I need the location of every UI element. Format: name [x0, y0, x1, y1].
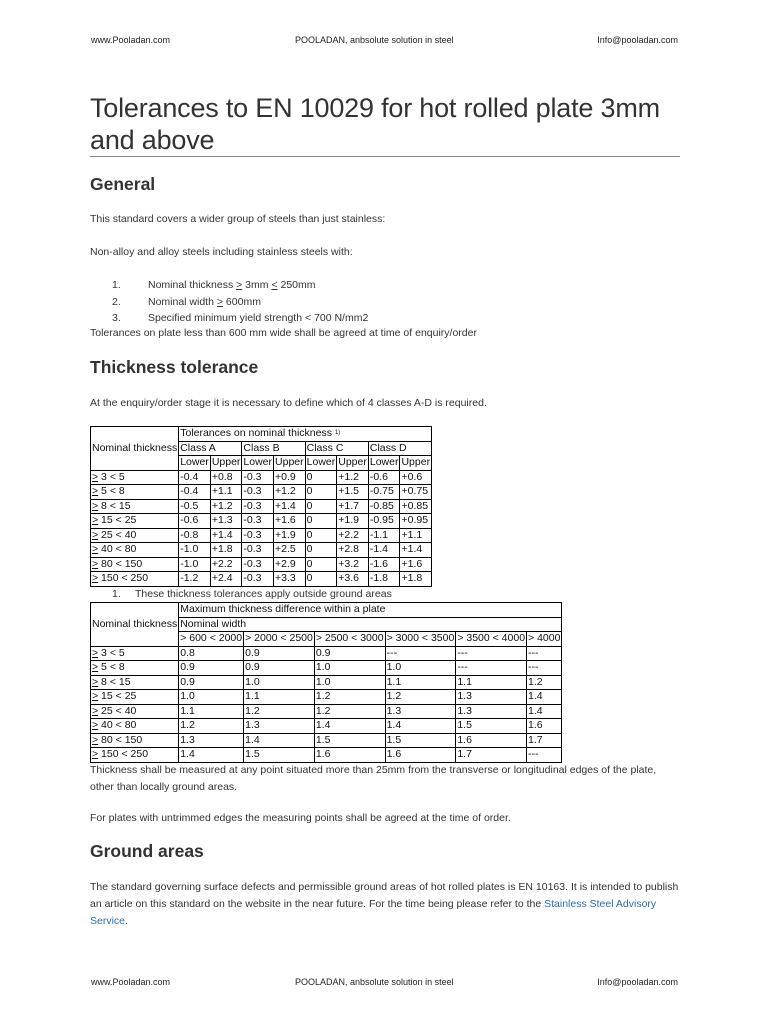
- width-column-header: > 2500 < 3000: [315, 632, 384, 644]
- group-header: Tolerances on nominal thickness $^{1)}$: [179, 427, 432, 442]
- table-cell: +1.1: [400, 528, 432, 543]
- width-column-header: > 600 < 2000: [180, 632, 243, 644]
- row-label: > 15 < 25: [91, 690, 179, 705]
- general-paragraph-2: Non-alloy and alloy steels including stainless steels with:: [90, 246, 353, 258]
- footer-email[interactable]: Info@pooladan.com: [597, 977, 678, 987]
- table-cell: +1.1: [210, 485, 242, 500]
- footer-website[interactable]: www.Pooladan.com: [91, 977, 171, 987]
- table-cell: 0: [305, 514, 337, 529]
- table-cell: 1.2: [314, 690, 385, 705]
- table-cell: 1.2: [527, 675, 562, 690]
- table-cell: 1.6: [527, 719, 562, 734]
- table-cell: -0.4: [179, 485, 211, 500]
- table-cell: -1.2: [179, 572, 211, 587]
- table-cell: +3.3: [274, 572, 306, 587]
- table-cell: 1.3: [244, 719, 315, 734]
- table-cell: 0.9: [244, 661, 315, 676]
- table-cell: +1.5: [337, 485, 369, 500]
- table-cell: 0: [305, 499, 337, 514]
- table-cell: -0.6: [368, 470, 400, 485]
- table-cell: -1.0: [179, 543, 211, 558]
- ground-areas-heading: Ground areas: [90, 841, 204, 861]
- bound-header: Upper: [211, 456, 241, 468]
- thickness-heading: Thickness tolerance: [90, 357, 259, 377]
- table-cell: 1.3: [179, 733, 244, 748]
- table-cell: +1.2: [337, 470, 369, 485]
- table-cell: +1.6: [400, 557, 432, 572]
- table-footnote: [90, 588, 392, 600]
- list-item: 1. Nominal thickness > 3mm < 250mm: [112, 279, 316, 291]
- row-label: > 5 < 8: [91, 661, 179, 676]
- table-cell: 1.0: [314, 675, 385, 690]
- table-cell: 0.9: [179, 661, 244, 676]
- table-cell: 1.7: [527, 733, 562, 748]
- footer-tagline: POOLADAN, anbsolute solution in steel: [295, 977, 454, 987]
- table-cell: 1.0: [385, 661, 456, 676]
- table-row: [91, 704, 562, 719]
- table-cell: 0.8: [179, 646, 244, 661]
- table-cell: +0.8: [210, 470, 242, 485]
- row-label: > 25 < 40: [91, 528, 179, 543]
- table-cell: 1.3: [385, 704, 456, 719]
- table-row: [91, 470, 432, 485]
- ground-areas-paragraph: The standard governing surface defects and permissible ground areas of hot rolled plates is EN 10163. It is intended to publish an article on this standard on the website in the near future. For the time being please refer to the Stainless Steel Advisory Service.: [90, 881, 679, 927]
- table-cell: 1.1: [244, 690, 315, 705]
- table-cell: 1.4: [314, 719, 385, 734]
- table-cell: 0: [305, 543, 337, 558]
- table-cell: -0.5: [179, 499, 211, 514]
- table-cell: 0: [305, 528, 337, 543]
- table-cell: +1.4: [210, 528, 242, 543]
- bound-header: Lower: [306, 456, 336, 468]
- advisory-service-link[interactable]: Stainless Steel Advisory Service: [90, 898, 657, 927]
- table-cell: -0.4: [179, 470, 211, 485]
- table-cell: +0.95: [400, 514, 432, 529]
- general-paragraph-3: Tolerances on plate less than 600 mm wide shall be agreed at time of enquiry/order: [90, 327, 477, 339]
- table-cell: ---: [527, 748, 562, 763]
- row-label: > 15 < 25: [91, 514, 179, 529]
- bound-header: Lower: [243, 456, 273, 468]
- width-column-header: > 3000 < 3500: [386, 632, 455, 644]
- table-cell: +0.9: [274, 470, 306, 485]
- table-row: [91, 528, 432, 543]
- table-row: [91, 733, 562, 748]
- table-cell: 1.4: [527, 704, 562, 719]
- table-cell: ---: [527, 661, 562, 676]
- table-cell: +3.2: [337, 557, 369, 572]
- table-cell: 0: [305, 572, 337, 587]
- table-cell: +1.8: [400, 572, 432, 587]
- table-cell: +1.4: [274, 499, 306, 514]
- table-cell: +2.2: [337, 528, 369, 543]
- table-cell: -0.3: [242, 485, 274, 500]
- table-cell: -1.0: [179, 557, 211, 572]
- table-cell: +1.7: [337, 499, 369, 514]
- width-column-header: > 2000 < 2500: [245, 632, 313, 644]
- header-email[interactable]: Info@pooladan.com: [597, 35, 678, 45]
- row-label: > 150 < 250: [91, 572, 179, 587]
- table-cell: 1.0: [179, 690, 244, 705]
- table-cell: ---: [456, 646, 527, 661]
- table-row: [91, 748, 562, 763]
- thickness-difference-table: [90, 602, 562, 763]
- table-cell: 0.9: [179, 675, 244, 690]
- table-cell: +1.3: [210, 514, 242, 529]
- thickness-tolerance-table: [90, 426, 432, 587]
- table-cell: -1.8: [368, 572, 400, 587]
- table-cell: -0.95: [368, 514, 400, 529]
- table-row: [91, 675, 562, 690]
- table-cell: 0: [305, 470, 337, 485]
- table-cell: +0.85: [400, 499, 432, 514]
- title-divider: [90, 156, 680, 157]
- width-column-header: > 4000: [528, 632, 561, 644]
- table-cell: +1.2: [210, 499, 242, 514]
- table-row: [91, 485, 432, 500]
- table-cell: +1.8: [210, 543, 242, 558]
- page-footer: [91, 977, 678, 989]
- width-column-header: > 3500 < 4000: [457, 632, 526, 644]
- row-label: > 80 < 150: [91, 557, 179, 572]
- table-cell: 1.1: [456, 675, 527, 690]
- row-header-label: Nominal thickness: [91, 603, 179, 647]
- table-cell: 1.5: [385, 733, 456, 748]
- table-cell: ---: [456, 661, 527, 676]
- table-cell: +0.75: [400, 485, 432, 500]
- row-label: > 25 < 40: [91, 704, 179, 719]
- header-website[interactable]: www.Pooladan.com: [91, 35, 171, 45]
- group-header: Maximum thickness difference within a plate: [179, 603, 562, 618]
- row-header-label: Nominal thickness: [91, 427, 179, 471]
- sub-header: Nominal width: [179, 617, 562, 632]
- table-cell: +1.4: [400, 543, 432, 558]
- row-label: > 8 < 15: [91, 499, 179, 514]
- table-cell: 1.6: [385, 748, 456, 763]
- table-cell: -1.6: [368, 557, 400, 572]
- table-cell: +3.6: [337, 572, 369, 587]
- table-cell: -0.3: [242, 499, 274, 514]
- table-cell: -0.75: [368, 485, 400, 500]
- table-cell: +1.6: [274, 514, 306, 529]
- table-cell: 1.2: [244, 704, 315, 719]
- table-cell: -0.3: [242, 528, 274, 543]
- requirements-list: [90, 277, 368, 327]
- row-label: > 40 < 80: [91, 543, 179, 558]
- table-cell: +2.4: [210, 572, 242, 587]
- table-cell: +2.9: [274, 557, 306, 572]
- row-label: > 80 < 150: [91, 733, 179, 748]
- table-cell: -0.3: [242, 514, 274, 529]
- table-cell: +1.2: [274, 485, 306, 500]
- measurement-paragraph: Thickness shall be measured at any point situated more than 25mm from the transverse or longitudinal edges of the plate, other than locally ground areas.: [90, 764, 657, 793]
- table-row: [91, 499, 432, 514]
- table-cell: 1.2: [314, 704, 385, 719]
- bound-header: Upper: [275, 456, 304, 468]
- table-cell: 0: [305, 485, 337, 500]
- table-cell: -0.3: [242, 557, 274, 572]
- table-cell: 1.0: [244, 675, 315, 690]
- thickness-intro: At the enquiry/order stage it is necessary to define which of 4 classes A-D is required.: [90, 397, 487, 409]
- row-label: > 8 < 15: [91, 675, 179, 690]
- table-cell: 1.6: [456, 733, 527, 748]
- bound-header: Lower: [180, 456, 209, 468]
- table-cell: 1.4: [527, 690, 562, 705]
- table-cell: 1.5: [244, 748, 315, 763]
- table-cell: -0.8: [179, 528, 211, 543]
- table-cell: 1.3: [456, 690, 527, 705]
- table-cell: ---: [385, 646, 456, 661]
- table-cell: -0.6: [179, 514, 211, 529]
- table-row: [91, 572, 432, 587]
- table-row: [91, 690, 562, 705]
- table-cell: 1.1: [179, 704, 244, 719]
- untrimmed-paragraph: For plates with untrimmed edges the measuring points shall be agreed at the time of order.: [90, 812, 511, 824]
- table-cell: -0.3: [242, 543, 274, 558]
- class-header: Class B: [242, 441, 305, 456]
- table-row: [91, 557, 432, 572]
- table-cell: -1.1: [368, 528, 400, 543]
- table-cell: +1.9: [337, 514, 369, 529]
- table-row: [91, 514, 432, 529]
- table-cell: 1.0: [314, 661, 385, 676]
- table-cell: -0.3: [242, 470, 274, 485]
- table-row: [91, 719, 562, 734]
- header-tagline: POOLADAN, anbsolute solution in steel: [295, 35, 454, 45]
- table-row: [91, 661, 562, 676]
- page-title: Tolerances to EN 10029 for hot rolled plate 3mm and above: [90, 93, 660, 155]
- class-header: Class A: [179, 441, 242, 456]
- table-cell: -1.4: [368, 543, 400, 558]
- general-paragraph-1: This standard covers a wider group of steels than just stainless:: [90, 213, 386, 225]
- row-label: > 40 < 80: [91, 719, 179, 734]
- table-cell: 1.5: [456, 719, 527, 734]
- row-label: > 5 < 8: [91, 485, 179, 500]
- table-row: [91, 646, 562, 661]
- table-cell: 1.4: [179, 748, 244, 763]
- table-cell: +1.9: [274, 528, 306, 543]
- table-cell: 1.4: [244, 733, 315, 748]
- list-item: 3. Specified minimum yield strength < 700 N/mm2: [112, 312, 369, 324]
- table-cell: 1.7: [456, 748, 527, 763]
- table-cell: 1.3: [456, 704, 527, 719]
- bound-header: Upper: [401, 456, 431, 468]
- table-row: [91, 543, 432, 558]
- class-header: Class D: [368, 441, 431, 456]
- table-cell: 1.1: [385, 675, 456, 690]
- table-cell: 1.2: [385, 690, 456, 705]
- list-item: 2. Nominal width > 600mm: [112, 295, 261, 308]
- table-cell: 1.4: [385, 719, 456, 734]
- table-cell: +2.8: [337, 543, 369, 558]
- table-cell: 0.9: [244, 646, 315, 661]
- row-label: > 3 < 5: [91, 470, 179, 485]
- row-label: > 150 < 250: [91, 748, 179, 763]
- row-label: > 3 < 5: [91, 646, 179, 661]
- table-cell: +2.5: [274, 543, 306, 558]
- table-cell: +0.6: [400, 470, 432, 485]
- bound-header: Lower: [369, 456, 399, 468]
- table-cell: 1.6: [314, 748, 385, 763]
- general-heading: General: [90, 174, 156, 194]
- page-header: [91, 35, 678, 47]
- table-cell: ---: [527, 646, 562, 661]
- bound-header: Upper: [338, 456, 367, 468]
- table-cell: 1.5: [314, 733, 385, 748]
- table-cell: 0: [305, 557, 337, 572]
- table-cell: +2.2: [210, 557, 242, 572]
- class-header: Class C: [305, 441, 368, 456]
- list-item: 1. These thickness tolerances apply outside ground areas: [112, 588, 392, 600]
- table-cell: 0.9: [314, 646, 385, 661]
- table-cell: 1.2: [179, 719, 244, 734]
- table-cell: -0.3: [242, 572, 274, 587]
- table-cell: -0.85: [368, 499, 400, 514]
